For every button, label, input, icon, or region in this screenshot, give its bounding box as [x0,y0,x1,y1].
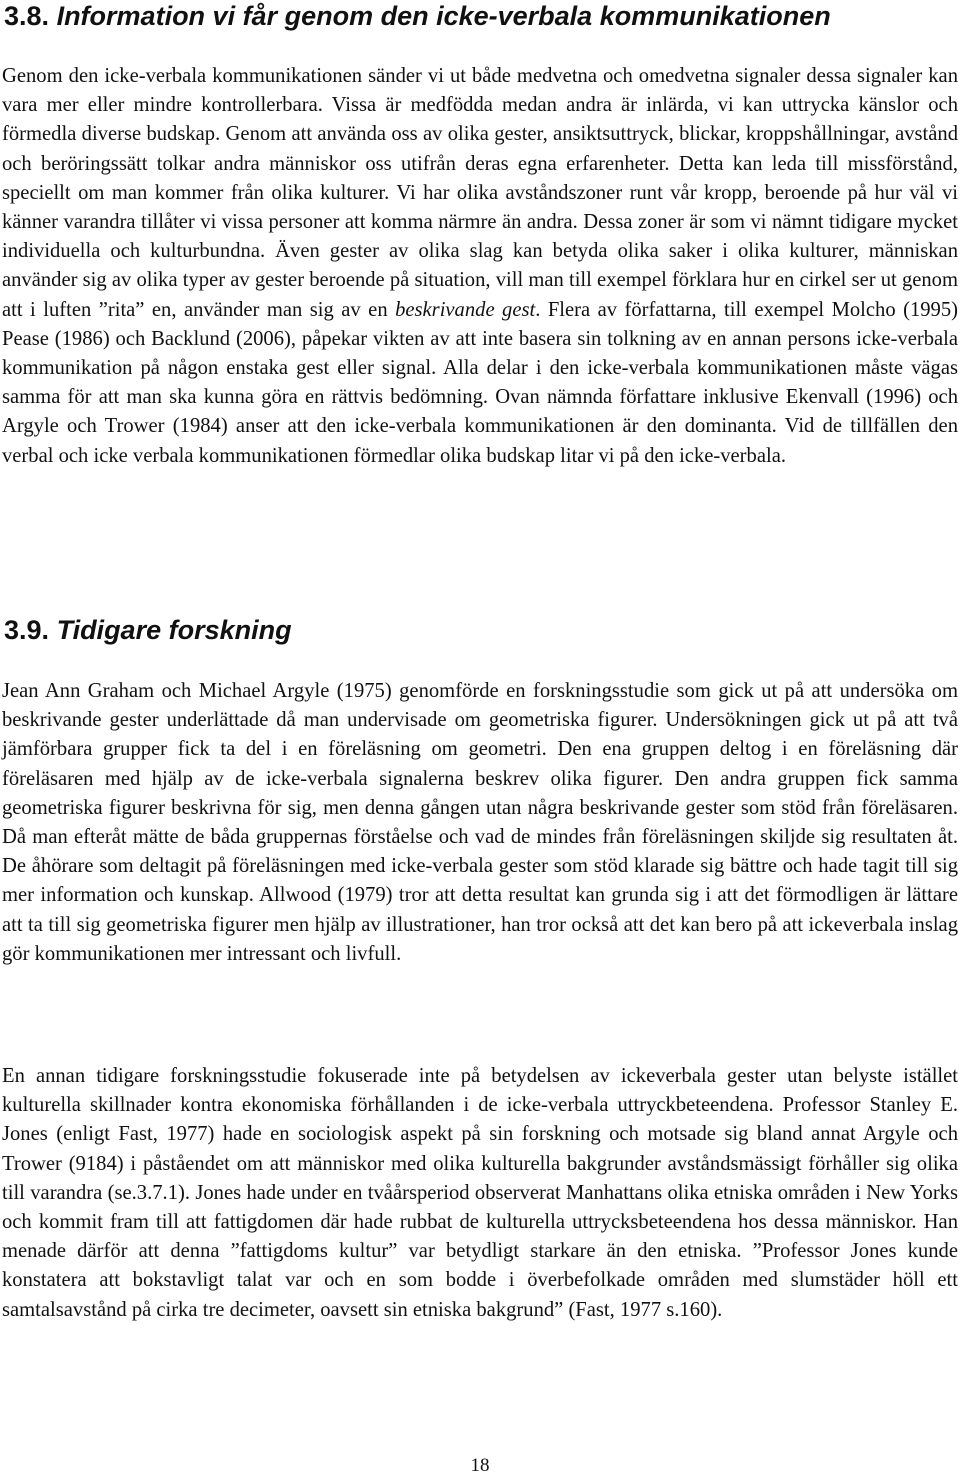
body-paragraph [2,62,958,471]
body-paragraph: Jean Ann Graham och Michael Argyle (1975) genomförde en forskningsstudie som gick ut på att undersöka om beskrivande gester underlättade då man undervisade om geometriska figurer. Undersökningen gick ut på att två jämförbara grupper fick ta del i en föreläsning om geometri. Den ena gruppen deltog i en föreläsning där föreläsaren med hjälp av de icke-verbala signalerna beskrev olika figurer. Den andra gruppen fick samma geometriska figurer beskrivna för sig, men denna gången utan några beskrivande gester som stöd från föreläsaren. Då man efteråt mätte de båda gruppernas förståelse och vad de mindes från föreläsningen skiljde sig resultaten åt. De åhörare som deltagit på föreläsningen med icke-verbala gester som stöd klarade sig bättre och hade tagit till sig mer information och kunskap. Allwood (1979) tror att detta resultat kan grunda sig i att det förmodligen är lättare att ta till sig geometriska figurer men hjälp av illustrationer, han tror också att det kan bero på att ickeverbala inslag gör kommunikationen mer intressant och livfull. [2,680,958,965]
section-number: 3.8. [4,1,50,31]
body-paragraph: En annan tidigare forskningsstudie fokuserade inte på betydelsen av ickeverbala gester utan belyste istället kulturella skillnader kontra ekonomiska förhållanden i de icke-verbala uttryckbeteendena. Professor Stanley E. Jones (enligt Fast, 1977) hade en sociologisk aspekt på sin forskning och motsade sig bland annat Argyle och Trower (9184) i påståendet om att människor med olika kulturella bakgrunder avståndsmässigt förhåller sig olika till varandra (se.3.7.1). Jones hade under en tvåårsperiod observerat Manhattans olika etniska områden i New Yorks och kommit fram till att fattigdomen där hade rubbat de kulturella uttrycksbeteendena hos dessa människor. Han menade därför att denna ”fattigdoms kultur” var betydligt starkare än den etniska. ”Professor Jones kunde konstatera att bokstavligt talat var och en som bodde i överbefolkade områden med slumstäder höll ett samtalsavstånd på cirka tre decimeter, oavsett sin etniska bakgrund” (Fast, 1977 s.160). [2,1065,958,1321]
emphasized-term: beskrivande gest [395,298,536,321]
paragraph-text-continued: . Flera av författarna, till exempel Molcho (1995) Pease (1986) och Backlund (2006), påpekar vikten av att inte basera sin tolkning av en annan persons icke-verbala kommunikation på någon enstaka gest eller signal. Alla delar i den icke-verbala kommunikationen måste vägas samma för att man ska kunna göra en rättvis bedömning. Ovan nämnda författare inklusive Ekenvall (1996) och Argyle och Trower (1984) anser att den icke-verbala kommunikationen är den dominanta. Vid de tillfällen den verbal och icke verbala kommunikationen förmedlar olika budskap litar vi på den icke-verbala. [2,298,958,467]
page-number: 18 [470,1455,490,1476]
section-heading-3-9 [4,614,292,646]
section-title: Information vi får genom den icke-verbala kommunikationen [56,1,831,31]
section-heading-3-8 [4,0,831,32]
section-title: Tidigare forskning [56,615,292,645]
paragraph-text: Genom den icke-verbala kommunikationen sänder vi ut både medvetna och omedvetna signaler dessa signaler kan vara mer eller mindre kontrollerbara. Vissa är medfödda medan andra är inlärda, vi kan uttrycka känslor och förmedla diverse budskap. Genom att använda oss av olika gester, ansiktsuttryck, blickar, kroppshållningar, avstånd och beröringssätt tolkar andra människor oss utifrån deras egna erfarenheter. Detta kan leda till missförstånd, speciellt om man kommer från olika kulturer. Vi har olika avståndszoner runt vår kropp, beroende på hur väl vi känner varandra tillåter vi vissa personer att komma närmre än andra. Dessa zoner är som vi nämnt tidigare mycket individuella och kulturbundna. Även gester av olika slag kan betyda olika saker i olika kulturer, människan använder sig av olika typer av gester beroende på situation, vill man till exempel förklara hur en cirkel ser ut genom att i luften ”rita” en, använder man sig av en [2,65,958,321]
section-number: 3.9. [4,615,50,645]
